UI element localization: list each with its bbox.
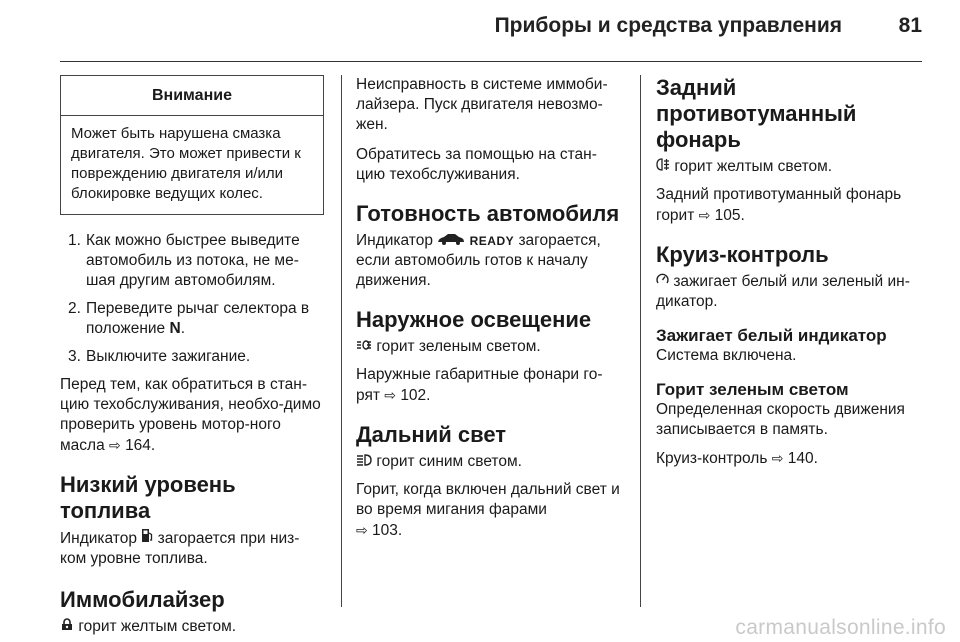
fuel-text	[60, 528, 325, 569]
cruise-control-note	[656, 448, 926, 469]
reference-arrow-icon: ⇨	[771, 450, 784, 466]
step-text-end: .	[180, 320, 185, 337]
page-header-title: Приборы и средства управления	[494, 14, 842, 37]
reference-arrow-icon: ⇨	[384, 387, 396, 403]
high-beam-note-text: Горит, когда включен дальний свет и во время мигания фарами	[356, 481, 620, 518]
immobilizer-heading: Иммобилайзер	[60, 587, 225, 612]
exterior-lights-text	[356, 337, 624, 357]
watermark: carmanualsonline.info	[735, 616, 946, 639]
exterior-lights-heading: Наружное освещение	[356, 307, 592, 332]
cruise-control-heading: Круиз-контроль	[656, 242, 829, 267]
step-text: Выключите зажигание.	[86, 348, 251, 365]
column-divider-2	[640, 75, 641, 607]
ready-text	[356, 231, 624, 291]
fuel-heading: Низкий уровень топлива	[60, 472, 236, 523]
column-divider-1	[341, 75, 342, 607]
cruise-control-status: зажигает белый или зеленый ин-дикатор.	[656, 273, 910, 310]
step-number: 3.	[68, 348, 81, 365]
rear-fog-status: горит желтым светом.	[674, 158, 833, 175]
immobilizer-icon	[60, 618, 74, 633]
cruise-control-note-text: Круиз-контроль	[656, 450, 768, 467]
immobilizer-text	[60, 617, 325, 637]
exterior-lights-note-text: Наружные габаритные фонари го-рят	[356, 366, 603, 404]
immobilizer-service: Обратитесь за помощью на стан-цию техобслуживания.	[356, 146, 597, 183]
immobilizer-fault: Неисправность в системе иммоби-лайзера. Пуск двигателя невозмо-жен.	[356, 76, 608, 133]
column-3	[656, 75, 926, 469]
ready-text-after: загорается, если автомобиль готов к началу движения.	[356, 232, 601, 289]
page-reference[interactable]: 164.	[125, 437, 156, 454]
high-beam-note	[356, 480, 624, 541]
page-number: 81	[898, 14, 922, 37]
exterior-lights-status: горит зеленым светом.	[376, 338, 541, 355]
column-2	[356, 75, 624, 541]
warning-box	[60, 75, 324, 215]
list-item	[60, 347, 325, 367]
list-item	[60, 299, 325, 339]
rear-fog-text	[656, 157, 926, 177]
page-reference[interactable]: 102.	[400, 387, 431, 404]
rear-fog-note	[656, 185, 926, 226]
header-rule	[60, 61, 922, 62]
ready-heading: Готовность автомобиля	[356, 201, 620, 226]
immobilizer-status: горит желтым светом.	[78, 618, 237, 635]
green-indicator-text: Определенная скорость движения записывается в память.	[656, 401, 905, 438]
steps-list	[60, 231, 325, 367]
high-beam-status: горит синим светом.	[376, 453, 522, 470]
rear-fog-heading: Задний противотуманный фонарь	[656, 75, 857, 152]
rear-fog-note-text: Задний противотуманный фонарь горит	[656, 186, 902, 224]
white-indicator-heading: Зажигает белый индикатор	[656, 326, 887, 345]
service-note	[60, 375, 325, 456]
gear-position-n: N	[169, 320, 181, 337]
warning-title: Внимание	[61, 76, 323, 116]
reference-arrow-icon: ⇨	[356, 522, 368, 538]
exterior-lights-icon	[356, 339, 372, 353]
cruise-control-text	[656, 272, 926, 312]
green-indicator-heading: Горит зеленым светом	[656, 380, 849, 399]
reference-arrow-icon: ⇨	[698, 207, 711, 223]
rear-fog-icon	[656, 158, 670, 173]
page-reference[interactable]: 103.	[372, 522, 403, 539]
step-text: Как можно быстрее выведите автомобиль из потока, не ме-шая другим автомобилям.	[86, 232, 300, 289]
high-beam-text	[356, 452, 624, 472]
ready-text-before: Индикатор	[356, 232, 433, 249]
step-text: Переведите рычаг селектора в положение	[86, 300, 310, 337]
service-note-text: Перед тем, как обратиться в стан-цию техобслуживания, необхо-димо проверить уровень мотор-ного масла	[60, 376, 321, 454]
cruise-control-icon	[656, 273, 669, 288]
warning-text: Может быть нарушена смазка двигателя. Это может привести к повреждению двигателя и/или блокировке ведущих колес.	[71, 125, 301, 202]
fuel-text-after: загорается при низ-ком уровне топлива.	[60, 530, 300, 567]
white-indicator-text: Система включена.	[656, 347, 797, 364]
high-beam-icon	[356, 454, 372, 468]
fuel-text-before: Индикатор	[60, 530, 137, 547]
list-item	[60, 231, 325, 291]
page-reference[interactable]: 105.	[714, 207, 745, 224]
high-beam-heading: Дальний свет	[356, 422, 507, 447]
car-ready-icon	[437, 233, 465, 247]
reference-arrow-icon: ⇨	[109, 437, 121, 453]
ready-label: READY	[469, 234, 515, 248]
step-number: 1.	[68, 232, 81, 249]
exterior-lights-note	[356, 365, 624, 406]
column-1	[60, 75, 325, 637]
page-reference[interactable]: 140.	[787, 450, 818, 467]
fuel-pump-icon	[141, 528, 153, 545]
step-number: 2.	[68, 300, 81, 317]
